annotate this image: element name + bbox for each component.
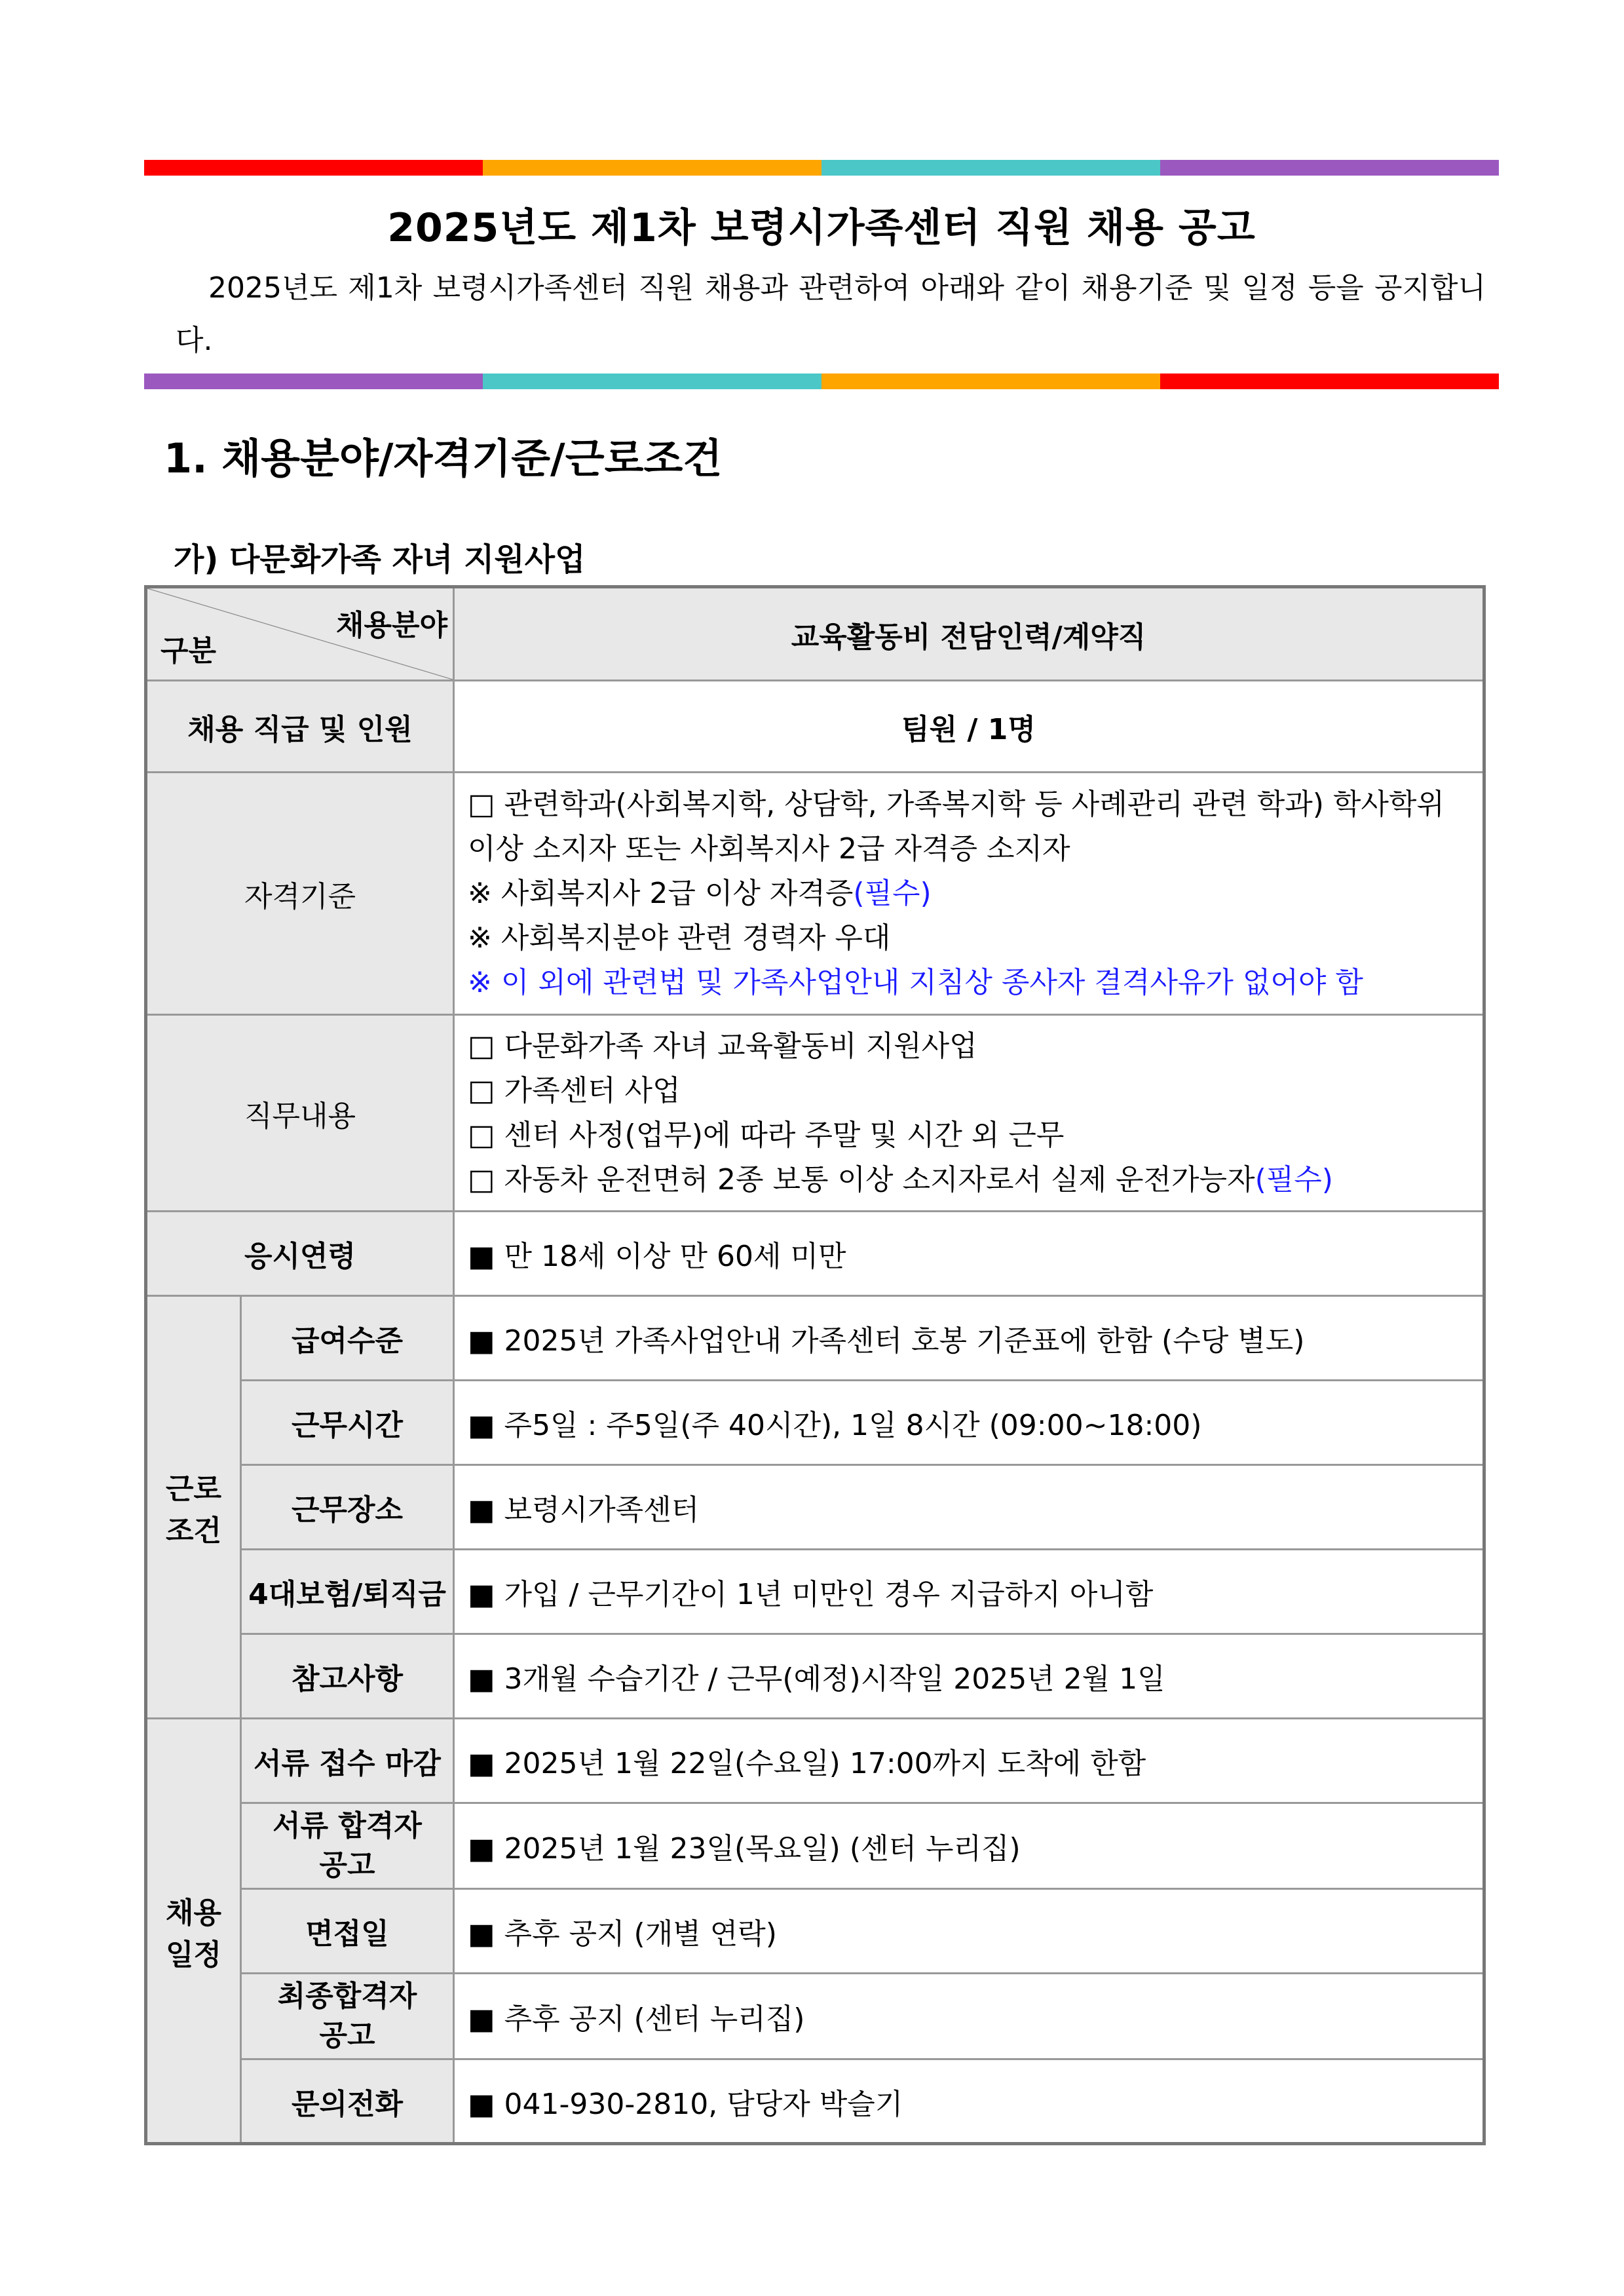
header-corner-category-label: 구분 <box>161 634 217 668</box>
schedule-group-label <box>146 1719 241 2144</box>
condition-label: 근무시간 <box>241 1381 454 1465</box>
required-mark: (필수) <box>853 876 932 910</box>
stripe-segment-red <box>144 160 483 176</box>
table-header-row <box>146 587 1484 681</box>
sub-heading: 가) 다문화가족 자녀 지원사업 <box>174 541 586 578</box>
bottom-color-stripe <box>144 373 1499 389</box>
schedule-label-line: 면접일 <box>305 1917 389 1951</box>
condition-value: ■ 3개월 수습기간 / 근무(예정)시작일 2025년 2월 1일 <box>454 1634 1484 1719</box>
qualification-line: ※ 이 외에 관련법 및 가족사업안내 지침상 종사자 결격사유가 없어야 함 <box>468 965 1363 999</box>
schedule-value: ■ 041-930-2810, 담당자 박슬기 <box>454 2059 1484 2144</box>
position-value: 팀원 / 1명 <box>454 681 1484 773</box>
duty-line: □ 다문화가족 자녀 교육활동비 지원사업 <box>468 1029 977 1063</box>
table-row <box>146 1296 1484 1381</box>
conditions-group-label-line: 조건 <box>165 1514 221 1548</box>
schedule-label-line: 공고 <box>319 2019 375 2052</box>
section-heading: 1. 채용분야/자격기준/근로조건 <box>164 434 723 482</box>
condition-label: 참고사항 <box>241 1634 454 1719</box>
condition-label: 급여수준 <box>241 1296 454 1381</box>
schedule-label-line: 문의전화 <box>291 2087 403 2121</box>
schedule-label <box>241 2059 454 2144</box>
schedule-group-label-line: 일정 <box>165 1938 221 1972</box>
table-row <box>146 681 1484 773</box>
qualification-line: □ 관련학과(사회복지학, 상담학, 가족복지학 등 사례관리 관련 학과) 학사학위 이상 소지자 또는 사회복지사 2급 자격증 소지자 <box>468 787 1445 866</box>
diagonal-header-cell <box>146 587 454 681</box>
table-row <box>146 2059 1484 2144</box>
table-row <box>146 1381 1484 1465</box>
stripe-segment-purple <box>1160 160 1499 176</box>
table-row <box>146 1015 1484 1212</box>
schedule-label-line: 서류 합격자 <box>273 1809 422 1843</box>
condition-label: 4대보험/퇴직금 <box>241 1550 454 1634</box>
page-title: 2025년도 제1차 보령시가족센터 직원 채용 공고 <box>387 205 1256 251</box>
schedule-value: ■ 2025년 1월 23일(목요일) (센터 누리집) <box>454 1803 1484 1889</box>
stripe-segment-purple <box>144 373 483 389</box>
age-label: 응시연령 <box>146 1212 454 1296</box>
qualification-label: 자격기준 <box>146 773 454 1015</box>
duties-content <box>454 1015 1484 1212</box>
schedule-label <box>241 1803 454 1889</box>
duties-label: 직무내용 <box>146 1015 454 1212</box>
condition-value: ■ 가입 / 근무기간이 1년 미만인 경우 지급하지 아니함 <box>454 1550 1484 1634</box>
conditions-group-label-line: 근로 <box>165 1472 221 1506</box>
position-label: 채용 직급 및 인원 <box>146 681 454 773</box>
qualification-line-text: ※ 사회복지사 2급 이상 자격증 <box>468 876 854 910</box>
stripe-segment-teal <box>821 160 1160 176</box>
qualification-line: ※ 사회복지분야 관련 경력자 우대 <box>468 921 891 955</box>
duty-line: □ 센터 사정(업무)에 따라 주말 및 시간 외 근무 <box>468 1118 1065 1152</box>
duty-line <box>468 1158 1469 1202</box>
condition-value: ■ 주5일 : 주5일(주 40시간), 1일 8시간 (09:00~18:00) <box>454 1381 1484 1465</box>
stripe-segment-red <box>1160 373 1499 389</box>
table-row <box>146 1634 1484 1719</box>
age-value: ■ 만 18세 이상 만 60세 미만 <box>454 1212 1484 1296</box>
condition-label: 근무장소 <box>241 1465 454 1550</box>
condition-value: ■ 보령시가족센터 <box>454 1465 1484 1550</box>
intro-paragraph <box>176 262 1486 367</box>
table-row <box>146 1550 1484 1634</box>
table-row <box>146 1719 1484 1803</box>
stripe-segment-orange <box>821 373 1160 389</box>
qualification-line <box>468 871 1469 916</box>
stripe-segment-teal <box>483 373 821 389</box>
recruitment-table <box>144 585 1486 2145</box>
required-mark: (필수) <box>1255 1162 1333 1196</box>
schedule-value: ■ 2025년 1월 22일(수요일) 17:00까지 도착에 한함 <box>454 1719 1484 1803</box>
schedule-label-line: 최종합격자 <box>277 1980 417 2013</box>
top-color-stripe <box>144 160 1499 176</box>
header-field-title: 교육활동비 전담인력/계약직 <box>454 587 1484 681</box>
header-corner-field-label: 채용분야 <box>335 609 447 642</box>
stripe-segment-orange <box>483 160 821 176</box>
intro-text: 2025년도 제1차 보령시가족센터 직원 채용과 관련하여 아래와 같이 채용기준 및 일정 등을 공지합니다. <box>176 271 1486 357</box>
schedule-label <box>241 1974 454 2059</box>
condition-value: ■ 2025년 가족사업안내 가족센터 호봉 기준표에 한함 (수당 별도) <box>454 1296 1484 1381</box>
schedule-value: ■ 추후 공지 (센터 누리집) <box>454 1974 1484 2059</box>
duty-line: □ 가족센터 사업 <box>468 1073 681 1107</box>
schedule-group-label-line: 채용 <box>165 1896 221 1930</box>
schedule-label <box>241 1719 454 1803</box>
table-row <box>146 773 1484 1015</box>
conditions-group-label <box>146 1296 241 1719</box>
table-row <box>146 1212 1484 1296</box>
duty-line-text: □ 자동차 운전면허 2종 보통 이상 소지자로서 실제 운전가능자 <box>468 1162 1255 1196</box>
schedule-label <box>241 1889 454 1974</box>
schedule-value: ■ 추후 공지 (개별 연락) <box>454 1889 1484 1974</box>
qualification-content <box>454 773 1484 1015</box>
schedule-label-line: 서류 접수 마감 <box>254 1747 441 1780</box>
table-row <box>146 1889 1484 1974</box>
table-row <box>146 1974 1484 2059</box>
schedule-label-line: 공고 <box>319 1848 375 1882</box>
table-row <box>146 1803 1484 1889</box>
table-row <box>146 1465 1484 1550</box>
